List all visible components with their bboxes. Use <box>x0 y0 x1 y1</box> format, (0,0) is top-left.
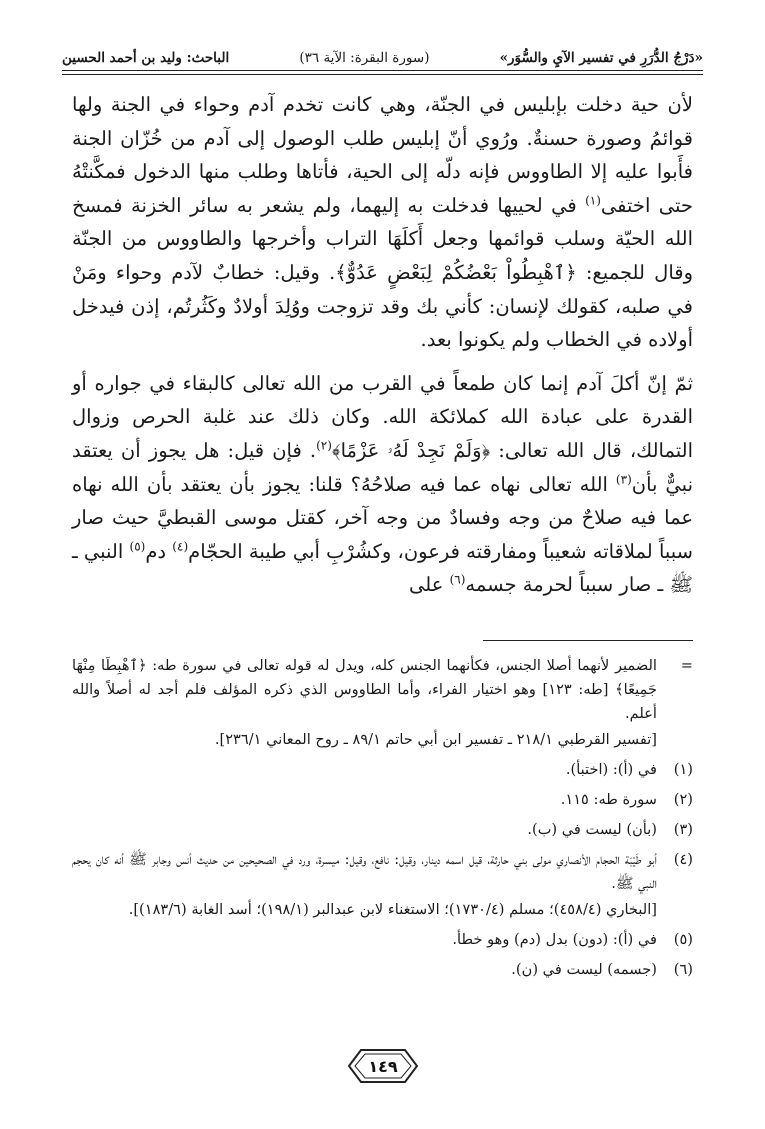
footnote-number: (٦) <box>673 961 693 978</box>
footnote-number: (١) <box>673 761 693 778</box>
footnote-number: (٢) <box>673 791 693 808</box>
footnote-text: أبو طَيْبَة الحجام الأنصاري مولى بني حارثة، قيل اسمه دينار، وقيل: نافع، وقيل: ميسرة، ورد في الصحيحين من حديث أنس وجابر ﷺ أنه كان يحجم النبي ﷺ. <box>72 851 657 892</box>
header-rule-thin <box>62 74 703 75</box>
page-number-ornament <box>345 1046 421 1086</box>
continuation-marker: = <box>680 657 693 674</box>
footnote-6 <box>72 958 693 982</box>
footnote-ref-6[interactable]: (٦) <box>449 572 466 587</box>
footnote-text: الضمير لأنهما أصلا الجنس، فكأنهما الجنس كله، ويدل له قوله تعالى في سورة طه: ﴿ٱهْبِطَا مِنْهَا جَمِيعًا﴾ [طه: ١٢٣] وهو اختيار الفراء، وأما الطاووس الذي ذكره المؤلف فلم أجد له أصلاً والله أعلم. <box>72 657 658 722</box>
footnote-text: سورة طه: ١١٥. <box>560 791 657 808</box>
footnote-number: (٤) <box>673 851 693 868</box>
main-text <box>72 88 693 602</box>
author-name: الباحث: وليد بن أحمد الحسين <box>62 50 230 66</box>
footnote-ref-3[interactable]: (٣) <box>615 472 632 487</box>
footnotes <box>72 654 693 988</box>
header-rule <box>62 70 703 71</box>
footnote-source: [البخاري (٤٥٨/٤)؛ مسلم (١٧٣٠/٤)؛ الاستغناء لابن عبدالبر (١٩٨/١)؛ أسد الغابة (١٨٣/٦)]. <box>128 901 657 918</box>
footnote-source: [تفسير القرطبي ٢١٨/١ ـ تفسير ابن أبي حاتم ٨٩/١ ـ روح المعاني ٢٣٦/١]. <box>214 731 657 748</box>
footnote-continuation <box>72 654 693 752</box>
ornament-frame-icon <box>345 1046 421 1086</box>
footnote-number: (٣) <box>673 821 693 838</box>
footnote-1 <box>72 758 693 782</box>
footnote-divider <box>483 640 693 641</box>
footnote-text: في (أ): (دون) بدل (دم) وهو خطأ. <box>452 931 657 948</box>
running-header <box>62 38 703 66</box>
footnote-text: في (أ): (اختبأ). <box>565 761 657 778</box>
surah-reference: (سورة البقرة: الآية ٣٦) <box>299 50 430 66</box>
footnote-4 <box>72 848 693 922</box>
footnote-text: (جسمه) ليست في (ن). <box>511 961 657 978</box>
footnote-ref-2[interactable]: (٢) <box>316 438 332 453</box>
footnote-2 <box>72 788 693 812</box>
footnote-3 <box>72 818 693 842</box>
page-number: ١٤٩ <box>368 1057 398 1076</box>
footnote-ref-1[interactable]: (١) <box>585 193 601 208</box>
footnote-5 <box>72 928 693 952</box>
book-title: «دَرْجُ الدُّرَرِ في تفسير الآيِ والسُّوَر» <box>499 50 703 66</box>
paragraph-2: ثمّ إنّ أكلَ آدم إنما كان طمعاً في القرب من الله تعالى كالبقاء في جواره أو القدرة على عبادة الله كملائكة الله. وكان ذلك عند غلبة الحرص وزوال التمالك، قال الله تعالى: ﴿وَلَمْ نَجِدْ لَهُۥ عَزْمًا﴾$^{(٢)}$. فإن قيل: هل يجوز أن يعتقد نبيٌّ بأن$^{(٣)}$ الله تعالى نهاه عما فيه صلاحُهُ؟ قلنا: يجوز بأن يعتقد بأن الله نهاه عما فيه صلاحٌ من وجه وفسادٌ من وجه آخر، كقتل موسى القبطيَّ حيث صار سبباً لملاقاته شعيباً ومفارقته فرعون، وكشُرْبِ أبي طيبة الحجّام$^{(٤)}$ دم$^{(٥)}$ النبي ـ ﷺ ـ صار سبباً لحرمة جسمه$^{(٦)}$ على <box>72 371 693 597</box>
footnote-ref-4[interactable]: (٤) <box>172 539 189 554</box>
paragraph-1: لأن حية دخلت بإبليس في الجنّة، وهي كانت تخدم آدم وحواء في الجنة ولها قوائمُ وصورة حسنةٌ. ورُوي أنّ إبليس طلب الوصول إلى آدم من خُزّان الجنة فأَبوا عليه إلا الطاووس فإنه دلّه إلى الحية، فأتاها وطلب منها الدخول فمكَّنتْهُ حتى اختفى$^{(١)}$ في لحييها فدخلت به إليهما، ولم يشعر به سائر الخزنة فمسخ الله الحيّة وسلب قوائمها وجعل أَكلَهَا التراب وأخرجها والطاووس من الجنّة وقال للجميع: ﴿ٱهْبِطُواْ بَعْضُكُمْ لِبَعْضٍ عَدُوٌّ﴾. وقيل: خطابٌ لآدم وحواء ومَنْ في صلبه، كقولك لإنسان: كأني بك وقد تزوجت ووُلِدَ أولادٌ وكَثُرتُم، إذن فيدخل أولاده في الخطاب ولم يكونوا بعد. <box>72 93 693 352</box>
footnote-number: (٥) <box>673 931 693 948</box>
footnote-ref-5[interactable]: (٥) <box>129 539 146 554</box>
footnote-text: (بأن) ليست في (ب). <box>527 821 657 838</box>
